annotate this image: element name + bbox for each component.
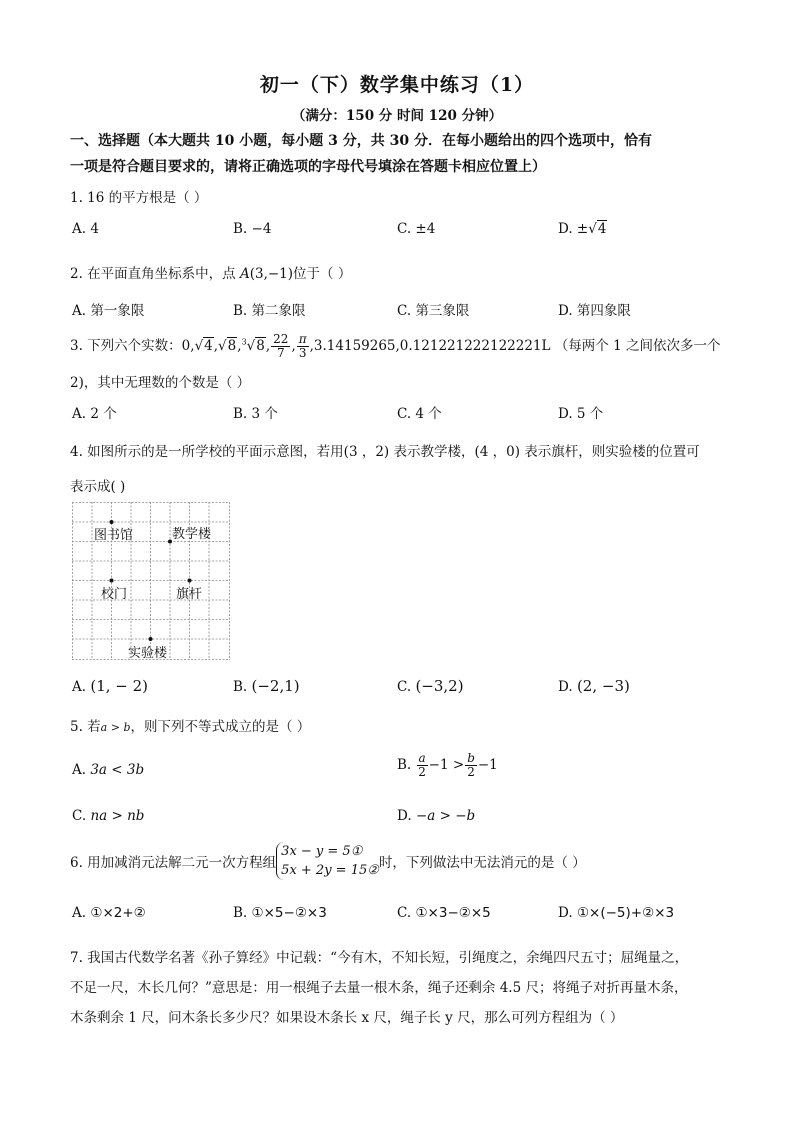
q6-stem-post: 时，下列做法中无法消元的是（ ）	[378, 855, 586, 871]
question-7-line3: 木条剩余 1 尺，问木条长多少尺？如果设木条长 x 尺，绳子长 y 尺，那么可列方程组为（ ）	[70, 1010, 624, 1026]
q6-option-a-value: ①×2+②	[90, 905, 146, 921]
flagpole-label: 旗杆	[176, 587, 203, 602]
question-6-stem	[70, 842, 586, 880]
q5-option-b[interactable]	[397, 752, 498, 779]
q5-option-a-value: 3a < 3b	[90, 762, 145, 778]
q5-b-middle: −1 >	[428, 757, 465, 773]
q3-pi-den: 3	[298, 346, 307, 360]
q5-option-b-letter: B.	[397, 757, 412, 773]
q6-option-d-value: ①×(−5)+②×3	[576, 905, 675, 921]
teaching-building-label: 教学楼	[172, 527, 212, 542]
q2-option-d[interactable]: D. 第四象限	[558, 303, 631, 319]
q3-sqrt8: 8	[227, 338, 237, 354]
q6-option-c-value: ①×3−②×5	[415, 905, 491, 921]
question-5-stem	[70, 715, 310, 735]
q3-frac-num: 22	[273, 332, 289, 346]
question-3-stem: 3. 下列六个实数：0,√4,√8,$^3$√8, $\frac{22}{7}$ , $\frac{\pi}{3}$ ,3.14159265,0.121221222122221L （每两个 1 之间依次多一个	[70, 332, 721, 360]
q5-stem-pre: 5. 若	[70, 719, 101, 735]
q5-option-a-letter: A.	[72, 762, 87, 778]
school-map-figure	[72, 502, 230, 660]
question-4-line2: 表示成( )	[70, 479, 126, 495]
q4-option-b[interactable]	[233, 677, 300, 695]
page-title: 初一（下）数学集中练习（1）	[259, 74, 535, 96]
q1-option-d-radicand: 4	[597, 221, 607, 237]
q6-equation-1: 3x − y = 5①	[281, 844, 363, 859]
section-heading-line1: 一、选择题（本大题共 10 小题，每小题 3 分，共 30 分．在每小题给出的四个选项中，恰有	[70, 133, 652, 149]
lab-building-label: 实验楼	[128, 646, 168, 661]
library-label: 图书馆	[94, 528, 134, 543]
q6-option-a-letter: A.	[72, 905, 87, 921]
q3-pi-fraction	[297, 333, 309, 360]
q5-condition: a > b	[100, 721, 131, 734]
q1-option-c[interactable]: C. ±4	[397, 221, 436, 237]
question-2-stem	[70, 262, 351, 282]
q5-option-d-letter: D.	[397, 808, 412, 824]
q6-option-d-letter: D.	[558, 905, 573, 921]
q2-stem-pre: 2. 在平面直角坐标系中，点	[70, 266, 240, 282]
q6-equation-system	[276, 842, 379, 880]
q6-option-c-letter: C.	[397, 905, 412, 921]
q2-option-b[interactable]: B. 第二象限	[233, 303, 306, 319]
q1-option-d-prefix: D. ±	[558, 221, 589, 237]
q4-option-a-letter: A.	[72, 679, 87, 695]
q4-option-d-value: (2, −3)	[576, 677, 630, 695]
q3-prefix: 3. 下列六个实数：	[70, 338, 182, 354]
q3-option-a[interactable]: A. 2 个	[72, 406, 117, 422]
q5-b-rhs-den: 2	[467, 765, 475, 779]
q6-equation-2: 5x + 2y = 15②	[281, 863, 379, 878]
q6-option-d[interactable]	[558, 905, 674, 921]
q5-option-c-letter: C.	[72, 808, 87, 824]
q4-option-a-value: (1, − 2)	[90, 677, 149, 695]
question-7-line2: 不足一尺，木长几何？”意思是：用一根绳子去量一根木条，绳子还剩余 4.5 尺；将绳子对折再量木条，	[70, 980, 688, 996]
q6-option-b-value: ①×5−②×3	[251, 905, 327, 921]
q3-note: （每两个 1 之间依次多一个	[554, 338, 721, 354]
q2-stem-post: 位于（ ）	[293, 266, 352, 282]
q3-option-d[interactable]: D. 5 个	[558, 406, 604, 422]
q3-sqrt4: 4	[204, 338, 213, 354]
q4-option-b-value: (−2,1)	[251, 677, 300, 695]
gate-point	[110, 579, 114, 583]
q5-b-lhs-den: 2	[418, 765, 426, 779]
q2-point-coord: (3,−1)	[249, 266, 294, 282]
q4-option-c-letter: C.	[397, 679, 412, 695]
q3-numbers-a: 0,	[181, 338, 195, 354]
q6-option-b-letter: B.	[233, 905, 248, 921]
question-4-line1: 4. 如图所示的是一所学校的平面示意图，若用(3 ，2) 表示教学楼，(4 ，0) 表示旗杆，则实验楼的位置可	[70, 444, 700, 460]
section-heading-line2: 一项是符合题目要求的，请将正确选项的字母代号填涂在答题卡相应位置上）	[70, 159, 546, 175]
q2-point-label: A	[239, 266, 250, 282]
q5-option-d-value: −a > −b	[415, 808, 476, 824]
q5-b-tail: −1	[477, 757, 498, 773]
q5-option-d[interactable]	[397, 808, 475, 824]
q1-option-a[interactable]: A. 4	[72, 221, 99, 237]
q6-stem-pre: 6. 用加减消元法解二元一次方程组	[70, 855, 277, 871]
q3-option-b[interactable]: B. 3 个	[233, 406, 278, 422]
q3-tail: ,3.14159265,0.121221222122221L	[309, 338, 551, 354]
q3-pi: π	[298, 332, 307, 346]
q6-option-c[interactable]	[397, 905, 491, 921]
q5-b-rhs-num: b	[467, 751, 475, 765]
q4-option-d[interactable]	[558, 677, 630, 695]
q4-option-d-letter: D.	[558, 679, 573, 695]
q5-b-lhs-fraction	[417, 752, 428, 779]
q5-option-a[interactable]	[72, 762, 144, 778]
question-1-stem: 1. 16 的平方根是（ ）	[70, 190, 208, 206]
q5-option-c[interactable]	[72, 808, 144, 824]
q5-option-c-value: na > nb	[90, 808, 145, 824]
q3-cbrt8: 8	[256, 338, 265, 354]
q1-option-d[interactable]: D. ±√4	[558, 221, 607, 237]
q5-stem-post: ，则下列不等式成立的是（ ）	[130, 719, 311, 735]
q4-option-b-letter: B.	[233, 679, 248, 695]
q3-fraction	[271, 333, 290, 360]
q2-option-a[interactable]: A. 第一象限	[72, 303, 145, 319]
q3-option-c[interactable]: C. 4 个	[397, 406, 442, 422]
q6-option-a[interactable]	[72, 905, 146, 921]
page-subtitle: （满分：150 分 时间 120 分钟）	[291, 108, 503, 124]
q5-b-lhs-num: a	[418, 751, 426, 765]
q4-option-c[interactable]	[397, 677, 464, 695]
q3-cbrt-index: 3	[241, 337, 247, 347]
q3-frac-den: 7	[276, 346, 285, 360]
question-7-line1: 7. 我国古代数学名著《孙子算经》中记载：“今有木，不知长短，引绳度之，余绳四尺五寸；屈绳量之，	[70, 950, 689, 966]
question-3-line2: 2)，其中无理数的个数是（ ）	[70, 375, 251, 391]
q5-b-rhs-fraction	[465, 752, 477, 779]
flagpole-point	[188, 579, 192, 583]
lab-building-point	[149, 637, 153, 641]
q1-option-b[interactable]: B. −4	[233, 221, 272, 237]
q6-option-b[interactable]	[233, 905, 327, 921]
gate-label: 校门	[101, 587, 128, 602]
q4-option-c-value: (−3,2)	[415, 677, 464, 695]
q2-option-c[interactable]: C. 第三象限	[397, 303, 470, 319]
q4-option-a[interactable]	[72, 677, 148, 695]
